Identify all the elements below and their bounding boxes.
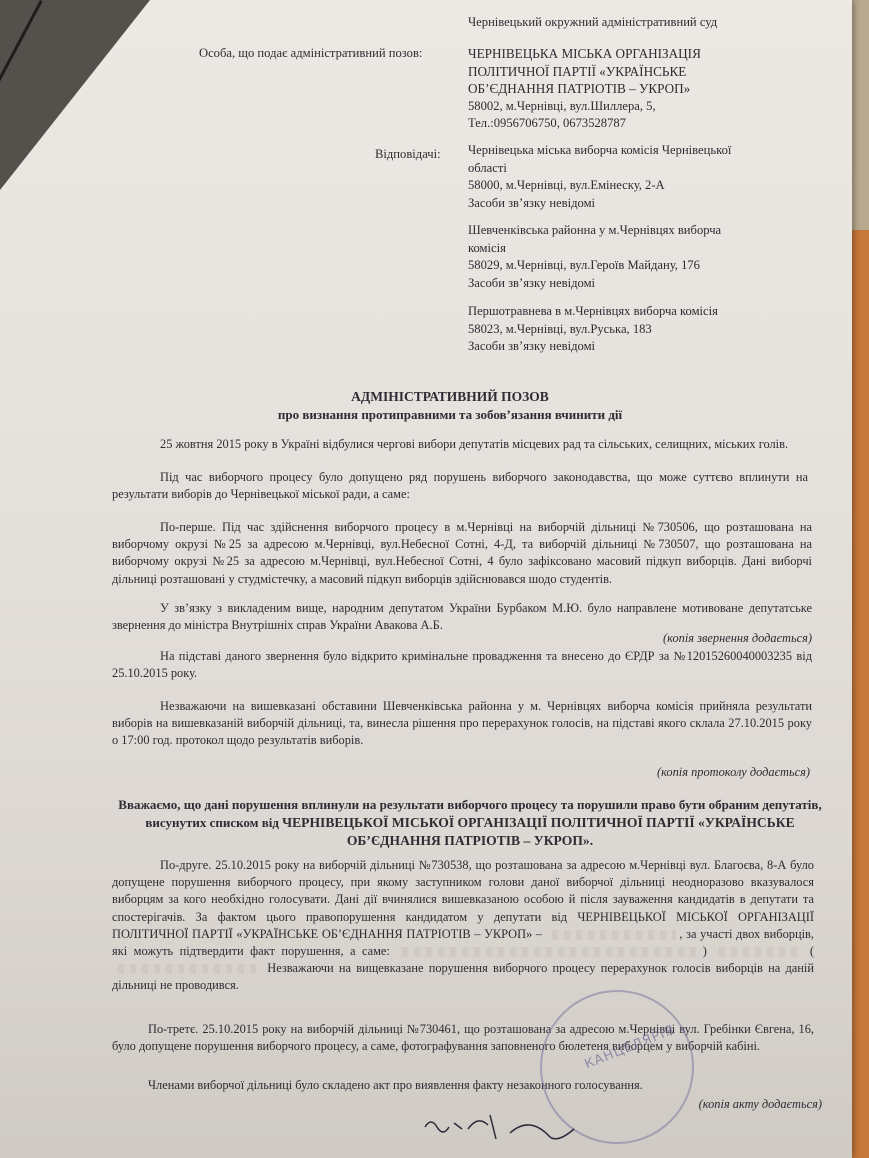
conclusion-party: ЧЕРНІВЕЦЬКОЇ МІСЬКОЇ ОРГАНІЗАЦІЇ ПОЛІТИЧНОЇ ПАРТІЇ «УКРАЇНСЬКЕ ОБ’ЄДНАННЯ ПАТРІОТІВ – УКРОП». [282, 815, 795, 848]
respondent-line: Засоби зв’язку невідомі [468, 275, 596, 290]
paragraph-6: Незважаючи на вишевказані обставини Шевченківська районна у м. Чернівцях виборча комісія прийняла результати виборів на вишевказаній виборчій дільниці, та, винесла рішення про перерахунок голосів, на підставі якого склала 27.10.2015 року о 17:00 год. протокол щодо результатів виборів. [112, 699, 812, 748]
plaintiff-line: ЧЕРНІВЕЦЬКА МІСЬКА ОРГАНІЗАЦІЯ [468, 46, 701, 61]
respondent-line: 58000, м.Чернівці, вул.Емінеску, 2-А [468, 178, 665, 192]
respondent-2 [468, 222, 721, 292]
respondents-label: Відповідачі: [375, 147, 441, 161]
paragraph-1: 25 жовтня 2015 року в Україні відбулися чергові вибори депутатів місцевих рад та сільських, селищних, міських голів. [160, 437, 789, 451]
note-copy-act: (копія акту додається) [698, 1097, 822, 1111]
plaintiff-label: Особа, що подає адміністративний позов: [199, 46, 423, 60]
redacted-witness [112, 964, 262, 974]
respondent-line: 58023, м.Чернівці, вул.Руська, 183 [468, 321, 652, 336]
court-name: Чернівецький окружний адміністративний суд [468, 15, 718, 29]
paragraph-7 [112, 857, 814, 995]
paragraph-4: У зв’язку з викладеним вище, народним депутатом України Бурбаком М.Ю. було направлене мотивоване депутатське звернення до міністра Внутрішніх справ України Авакова А.Б. [112, 601, 812, 633]
respondent-3 [468, 303, 718, 356]
respondent-line: Шевченківська районна у м.Чернівцях виборча [468, 223, 722, 237]
plaintiff-line: ОБ’ЄДНАННЯ ПАТРІОТІВ – УКРОП» [468, 81, 691, 96]
respondent-line: Засоби зв’язку невідомі [468, 195, 596, 210]
document-subtitle: про визнання протиправними та зобов’язання вчинити дії [277, 407, 623, 422]
paragraph-8: По-третє. 25.10.2015 року на виборчій дільниці №730461, що розташована за адресою м.Чернівці вул. Гребінки Євгена, 16, було допущене порушення виборчого процесу, а саме, фотографування заповненого бюлетеня виборцем у виборчій кабіні. [112, 1022, 814, 1054]
plaintiff-block [468, 45, 701, 133]
paragraph-7-text: По-друге. 25.10.2015 року на виборчій дільниці №730538, що розташована за адресою м.Чернівці вул. Благоєва, 8-А було допущене порушення виборчого процесу, при якому заступником голови даної виборчої дільниці неодноразово вказувалося виборцям за кого необхідно голосувати. Дані дії вчинялися вишевказаною особою й після зауваження кандидатів в депутати та спостерігачів. За фактом цього правопорушення кандидатом у депутати від ЧЕРНІВЕЦЬКОЇ МІСЬКОЇ ОРГАНІЗАЦІЇ ПОЛІТИЧНОЇ ПАРТІЇ «УКРАЇНСЬКЕ ОБ’ЄДНАННЯ ПАТРІОТІВ – УКРОП» – [112, 858, 814, 941]
paragraph-9: Членами виборчої дільниці було складено акт про виявлення факту незаконного голосування. [148, 1078, 643, 1092]
respondent-line: Першотравнева в м.Чернівцях виборча комісія [468, 304, 718, 318]
respondent-1 [468, 142, 731, 212]
document-title: АДМІНІСТРАТИВНИЙ ПОЗОВ [351, 389, 549, 404]
respondent-line: комісія [468, 240, 506, 255]
redacted-witness [713, 947, 803, 957]
corner-shadow [0, 0, 150, 190]
redacted-name [546, 930, 676, 940]
redacted-witness [396, 947, 696, 957]
note-copy-appeal: (копія звернення додається) [663, 631, 812, 645]
conclusion [110, 796, 830, 850]
paragraph-7-text: ) [702, 944, 707, 959]
respondent-line: Засоби зв’язку невідомі [468, 339, 596, 353]
paragraph-7-text: ( [809, 944, 814, 959]
paragraph-2: Під час виборчого процесу було допущено ряд порушень виборчого законодавства, що може суттєво вплинути на результати виборів до Чернівецької міської ради, а саме: [112, 470, 808, 502]
respondent-line: 58029, м.Чернівці, вул.Героїв Майдану, 176 [468, 258, 700, 272]
note-copy-protocol: (копія протоколу додається) [656, 765, 810, 779]
plaintiff-address: 58002, м.Чернівці, вул.Шиллера, 5, [468, 98, 656, 113]
paragraph-7-text: Незважаючи на вищевказане порушення виборчого процесу перерахунок голосів виборців на даній дільниці не проводився. [112, 961, 814, 993]
conclusion-text: Вважаємо, що дані порушення вплинули на результати виборчого процесу та порушили право бути обраним депутатів, висунутих списком від [118, 797, 822, 830]
handwritten-marks [420, 1105, 580, 1145]
respondent-line: Чернівецька міська виборча комісія Чернівецької [468, 143, 732, 157]
paragraph-7-text: , за участі двох виборців, які можуть підтвердити факт порушення, а саме: [112, 926, 814, 959]
paragraph-5: На підставі даного звернення було відкрито кримінальне провадження та внесено до ЄРДР за №12015260040003235 від 25.10.2015 року. [112, 649, 812, 681]
plaintiff-phone: Тел.:0956706750, 0673528787 [468, 116, 626, 130]
respondent-line: області [468, 160, 507, 175]
paragraph-3: По-перше. Під час здійснення виборчого процесу в м.Чернівці на виборчій дільниці №730506, що розташована на виборчому окрузі №25 за адресою м.Чернівці, вул.Небесної Сотні, 4-Д, та виборчій дільниці №730507, що розташована на виборчому окрузі №25 за адресою м.Чернівці, вул.Небесної Сотні, 4 було зафіксовано масовий підкуп виборців. Дані виборчі дільниці розташовані у студмістечку, а масовий підкуп виборців здійснювався шодо студентів. [112, 520, 812, 586]
plaintiff-line: ПОЛІТИЧНОЇ ПАРТІЇ «УКРАЇНСЬКЕ [468, 63, 687, 79]
registry-stamp-text: КАНЦЕЛЯРІЯ [582, 1022, 678, 1073]
